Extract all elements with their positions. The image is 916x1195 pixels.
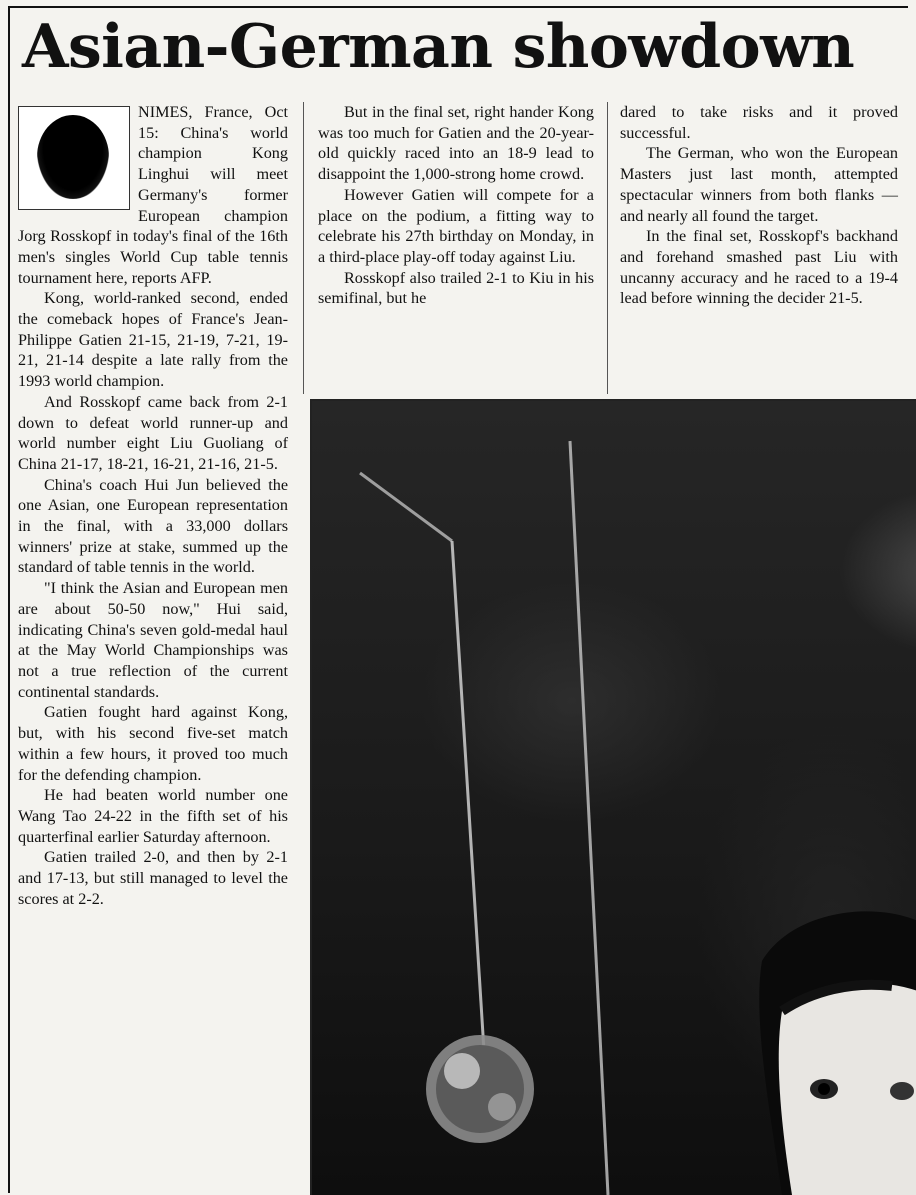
article-column-2 [318,102,594,309]
article-column-3 [620,102,898,309]
mugshot-image [18,106,130,210]
paragraph: The German, who won the European Masters just last month, attempted spectacular winners from both flanks — and nearly all found the target. [620,144,898,225]
paragraph: In the final set, Rosskopf's backhand and forehand smashed past Liu with uncanny accuracy and he raced to a 19-4 lead before winning the decider 21-5. [620,227,898,308]
paragraph: And Rosskopf came back from 2-1 down to defeat world runner-up and world number eight Liu Guoliang of China 21-17, 18-21, 16-21, 21-16, 21-5. [18,392,288,473]
paragraph: However Gatien will compete for a place on the podium, a fitting way to celebrate his 27th birthday on Monday, in a third-place play-off today against Liu. [318,185,594,266]
paragraph: Rosskopf also trailed 2-1 to Kiu in his semifinal, but he [318,268,594,308]
paragraph: "I think the Asian and European men are about 50-50 now," Hui said, indicating China's seven gold-medal haul at the May World Championships was not a true reflection of the current continental standards. [18,579,288,701]
column-divider [607,102,608,394]
left-rule [8,6,10,1193]
redacted-face-icon [37,115,109,199]
article-column-1 [18,102,288,909]
paragraph: Gatien trailed 2-0, and then by 2-1 and 17-13, but still managed to level the scores at 2-2. [18,848,288,908]
paragraph: Gatien fought hard against Kong, but, with his second five-set match within a few hours, it proved too much for the defending champion. [18,703,288,784]
news-photo [310,399,916,1195]
photo-illustration [312,401,916,1195]
paragraph: But in the final set, right hander Kong was too much for Gatien and the 20-year-old quickly raced into an 18-9 lead to disappoint the 1,000-strong home crowd. [318,103,594,184]
column-divider [303,102,304,394]
paragraph: He had beaten world number one Wang Tao 24-22 in the fifth set of his quarterfinal earlier Saturday afternoon. [18,786,288,846]
paragraph: dared to take risks and it proved successful. [620,103,898,142]
headline: Asian-German showdown [22,12,855,82]
paragraph: China's coach Hui Jun believed the one Asian, one European representation in the final, with a 33,000 dollars winners' prize at stake, summed up the standard of table tennis in the world. [18,475,288,577]
paragraph: NIMES, France, Oct 15: China's world champion Kong Linghui will meet Germany's former European champion Jorg Rosskopf in today's final of the 16th men's singles World Cup table tennis tournament here, reports AFP. [18,103,288,287]
paragraph: Kong, world-ranked second, ended the comeback hopes of France's Jean-Philippe Gatien 21-15, 21-19, 7-21, 19-21, 21-14 despite a late rally from the 1993 world champion. [18,289,288,391]
